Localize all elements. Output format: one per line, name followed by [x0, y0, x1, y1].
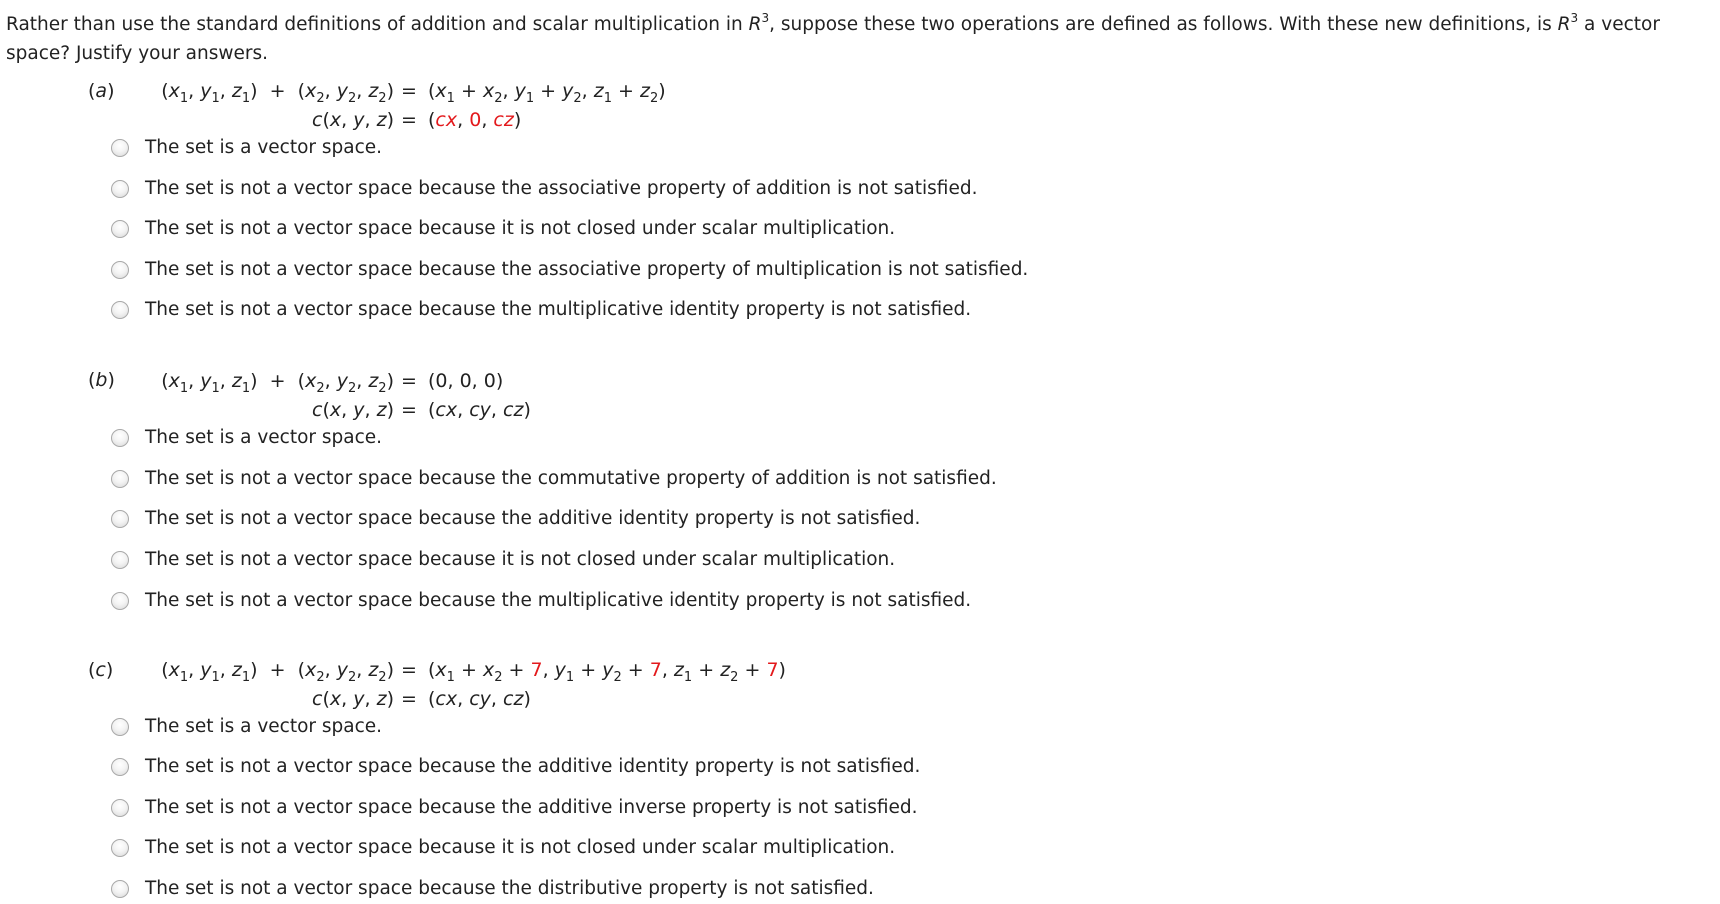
- radio-button[interactable]: [111, 429, 129, 447]
- highlighted-term: cz: [493, 109, 514, 131]
- equation-rhs: ($x_1 + x_2 + 7$, $y_1 + y_2 + 7$, $z_1 + z_2 + 7$): [428, 659, 786, 685]
- space-exponent: 3: [761, 10, 770, 25]
- answer-option[interactable]: The set is not a vector space because the commutative property of addition is not satisfied.: [111, 464, 997, 494]
- equation-lhs: ($x_1$, $y_1$, $z_1) + (x_2$, $y_2$, $z_2$): [161, 659, 394, 685]
- equals-sign: =: [401, 688, 417, 710]
- answer-option[interactable]: The set is not a vector space because it is not closed under scalar multiplication.: [111, 214, 895, 244]
- radio-button[interactable]: [111, 839, 129, 857]
- radio-button[interactable]: [111, 551, 129, 569]
- radio-button[interactable]: [111, 718, 129, 736]
- radio-button[interactable]: [111, 261, 129, 279]
- answer-option[interactable]: The set is not a vector space because the associative property of addition is not satisfied.: [111, 174, 977, 204]
- equation-lhs: c(x, y, z): [312, 688, 394, 710]
- part-label: (b): [88, 369, 115, 391]
- radio-button[interactable]: [111, 510, 129, 528]
- part-label: (c): [88, 659, 114, 681]
- equals-sign: =: [401, 399, 417, 421]
- answer-option[interactable]: The set is not a vector space because it is not closed under scalar multiplication.: [111, 833, 895, 863]
- equation-rhs: (0, 0, 0): [428, 370, 504, 392]
- answer-option[interactable]: The set is not a vector space because it is not closed under scalar multiplication.: [111, 545, 895, 575]
- space-symbol: R: [1557, 14, 1571, 35]
- part-label: (a): [88, 80, 115, 102]
- radio-button[interactable]: [111, 139, 129, 157]
- prompt-text: , suppose these two operations are defined as follows. With these new definitions, is: [769, 14, 1558, 35]
- equation-lhs: ($x_1$, $y_1$, $z_1) + (x_2$, $y_2$, $z_2$): [161, 370, 394, 396]
- equals-sign: =: [401, 80, 417, 102]
- answer-option[interactable]: The set is a vector space.: [111, 423, 382, 453]
- equation-rhs: (cx, cy, cz): [428, 688, 531, 710]
- radio-button[interactable]: [111, 301, 129, 319]
- equals-sign: =: [401, 659, 417, 681]
- answer-option[interactable]: The set is not a vector space because the additive identity property is not satisfied.: [111, 752, 920, 782]
- answer-option[interactable]: The set is a vector space.: [111, 712, 382, 742]
- radio-button[interactable]: [111, 470, 129, 488]
- equation-rhs: ($x_1 + x_2$, $y_1 + y_2$, $z_1 + z_2$): [428, 80, 666, 106]
- equals-sign: =: [401, 370, 417, 392]
- prompt-text: Rather than use the standard definitions of addition and scalar multiplication in: [6, 14, 749, 35]
- answer-option[interactable]: The set is not a vector space because the additive inverse property is not satisfied.: [111, 793, 918, 823]
- equals-sign: =: [401, 109, 417, 131]
- radio-button[interactable]: [111, 880, 129, 898]
- answer-option[interactable]: The set is not a vector space because the distributive property is not satisfied.: [111, 874, 874, 904]
- radio-button[interactable]: [111, 220, 129, 238]
- question-prompt: [6, 10, 1714, 68]
- radio-button[interactable]: [111, 799, 129, 817]
- highlighted-term: cx: [435, 109, 458, 131]
- highlighted-term: 7: [530, 659, 543, 681]
- equation-lhs: ($x_1$, $y_1$, $z_1) + (x_2$, $y_2$, $z_2$): [161, 80, 394, 106]
- equation-rhs: (cx, 0, cz): [428, 109, 522, 131]
- highlighted-term: 7: [649, 659, 662, 681]
- answer-option[interactable]: The set is not a vector space because the multiplicative identity property is not satisfied.: [111, 586, 971, 616]
- radio-button[interactable]: [111, 592, 129, 610]
- space-exponent: 3: [1570, 10, 1579, 25]
- answer-option[interactable]: The set is not a vector space because the multiplicative identity property is not satisfied.: [111, 295, 971, 325]
- prompt-text: a vector space? Justify your answers.: [6, 14, 1660, 64]
- answer-option[interactable]: The set is not a vector space because the associative property of multiplication is not satisfied.: [111, 255, 1028, 285]
- radio-button[interactable]: [111, 180, 129, 198]
- equation-lhs: c(x, y, z): [312, 399, 394, 421]
- equation-rhs: (cx, cy, cz): [428, 399, 531, 421]
- highlighted-term: 7: [766, 659, 779, 681]
- space-symbol: R: [748, 14, 762, 35]
- answer-option[interactable]: The set is a vector space.: [111, 133, 382, 163]
- equation-lhs: c(x, y, z): [312, 109, 394, 131]
- radio-button[interactable]: [111, 758, 129, 776]
- highlighted-term: 0: [469, 109, 482, 131]
- answer-option[interactable]: The set is not a vector space because the additive identity property is not satisfied.: [111, 504, 920, 534]
